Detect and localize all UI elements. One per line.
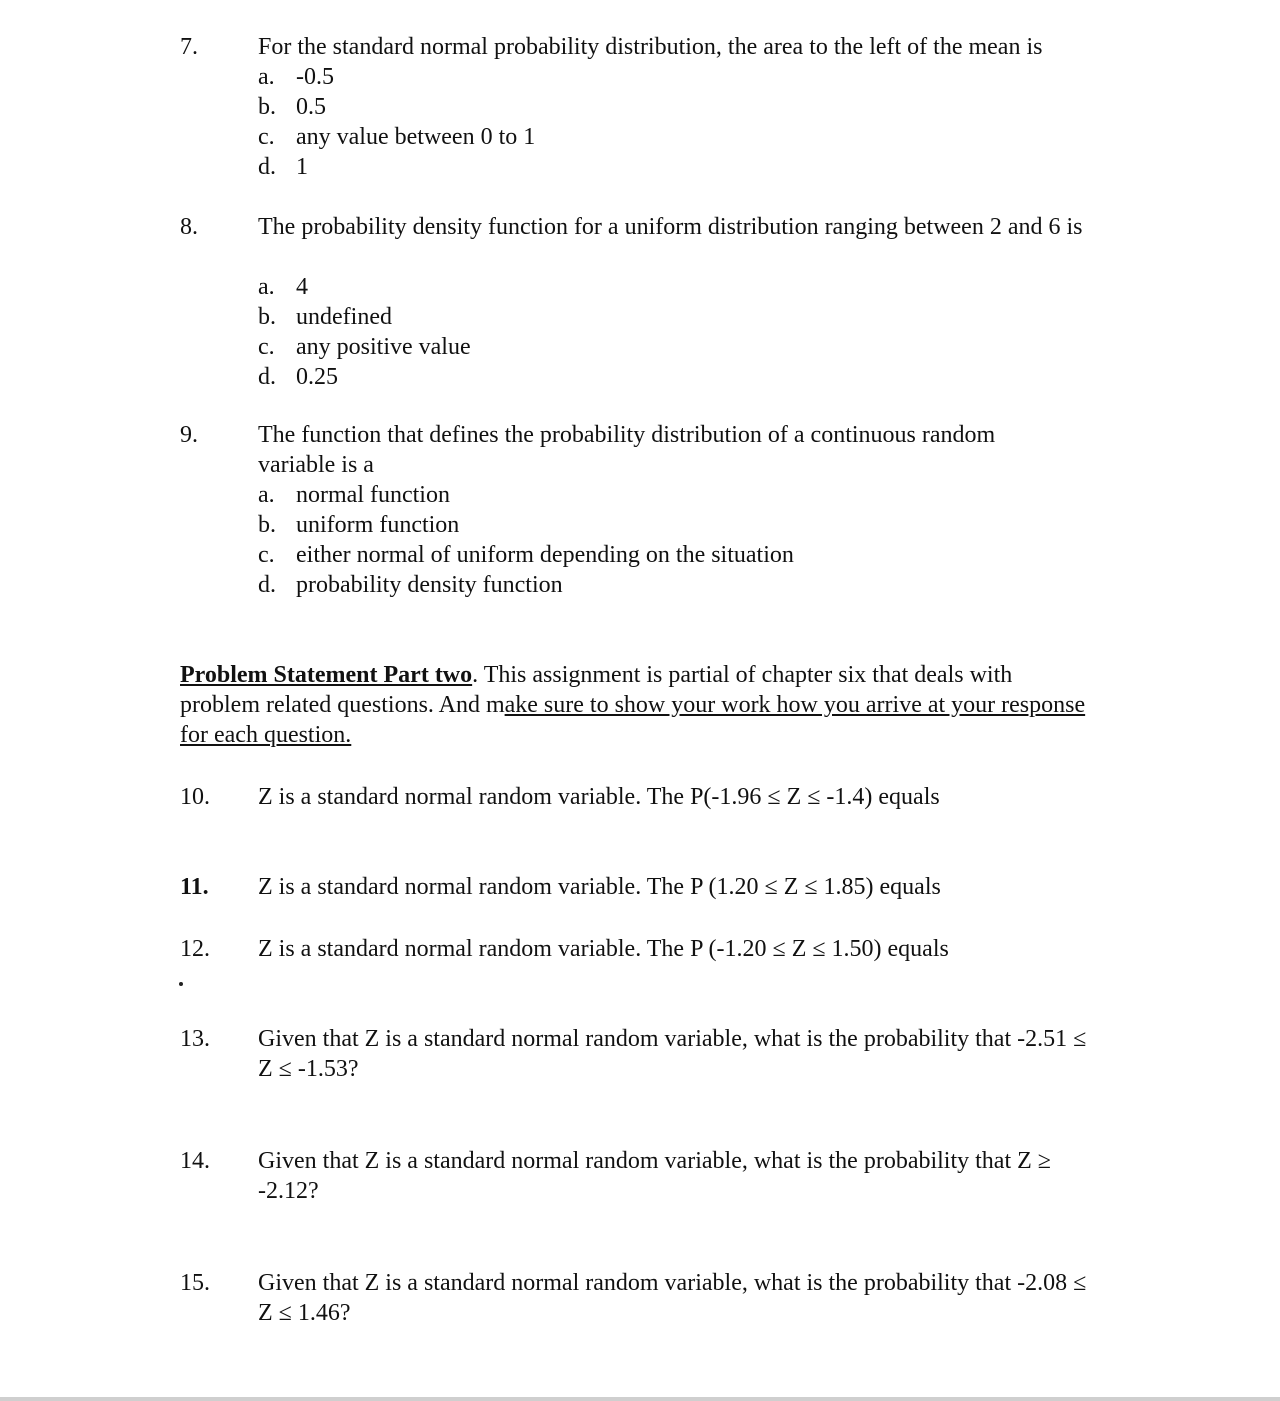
question-number: 9. <box>180 422 198 448</box>
option-c: c. either normal of uniform depending on the situation <box>258 542 794 568</box>
option-list <box>258 272 471 392</box>
problem-text: Given that Z is a standard normal random variable, what is the probability that -2.51 ≤ Z ≤ -1.53? <box>258 1026 1087 1082</box>
question-number: 8. <box>180 214 198 240</box>
option-d: d. 0.25 <box>258 364 338 390</box>
option-a: a. -0.5 <box>258 64 334 90</box>
question-stem: For the standard normal probability distribution, the area to the left of the mean is <box>258 34 1043 60</box>
problem-number: 15. <box>180 1270 210 1296</box>
problem-number: 13. <box>180 1026 210 1052</box>
problem-text: Given that Z is a standard normal random variable, what is the probability that Z ≥ -2.12? <box>258 1148 1051 1204</box>
part-two-underlined-text: ake sure to show your work how you arrive at your response for each question. <box>180 692 1086 748</box>
question-stem: The probability density function for a uniform distribution ranging between 2 and 6 is <box>258 214 1083 240</box>
problem-text: Z is a standard normal random variable. The P (-1.20 ≤ Z ≤ 1.50) equals <box>258 936 949 962</box>
question-stem: The function that defines the probability distribution of a continuous random variable is a <box>258 422 996 478</box>
option-d: d. 1 <box>258 154 308 180</box>
part-two-statement <box>180 660 1090 750</box>
part-two-heading: Problem Statement Part two <box>180 662 473 688</box>
problem-number: 12. <box>180 936 210 962</box>
option-a: a. normal function <box>258 482 450 508</box>
option-b: b. 0.5 <box>258 94 326 120</box>
option-b: b. uniform function <box>258 512 460 538</box>
problem-number: 14. <box>180 1148 210 1174</box>
part-two-text: . This assignment is partial of chapter six that deals with problem related questions. And m <box>180 662 1013 718</box>
problem-text: Given that Z is a standard normal random variable, what is the probability that -2.08 ≤ Z ≤ 1.46? <box>258 1270 1087 1326</box>
option-c: c. any positive value <box>258 334 471 360</box>
option-b: b. undefined <box>258 304 392 330</box>
problem-number: 10. <box>180 784 210 810</box>
option-a: a. 4 <box>258 274 308 300</box>
stray-dot <box>179 982 183 986</box>
option-list <box>258 62 535 182</box>
option-d: d. probability density function <box>258 572 563 598</box>
option-c: c. any value between 0 to 1 <box>258 124 536 150</box>
option-list <box>258 480 794 600</box>
question-number: 7. <box>180 34 198 60</box>
problem-number: 11. <box>180 874 209 900</box>
problem-text: Z is a standard normal random variable. The P (1.20 ≤ Z ≤ 1.85) equals <box>258 874 941 900</box>
page-bottom-border <box>0 1397 1280 1401</box>
problem-text: Z is a standard normal random variable. The P(-1.96 ≤ Z ≤ -1.4) equals <box>258 784 940 810</box>
